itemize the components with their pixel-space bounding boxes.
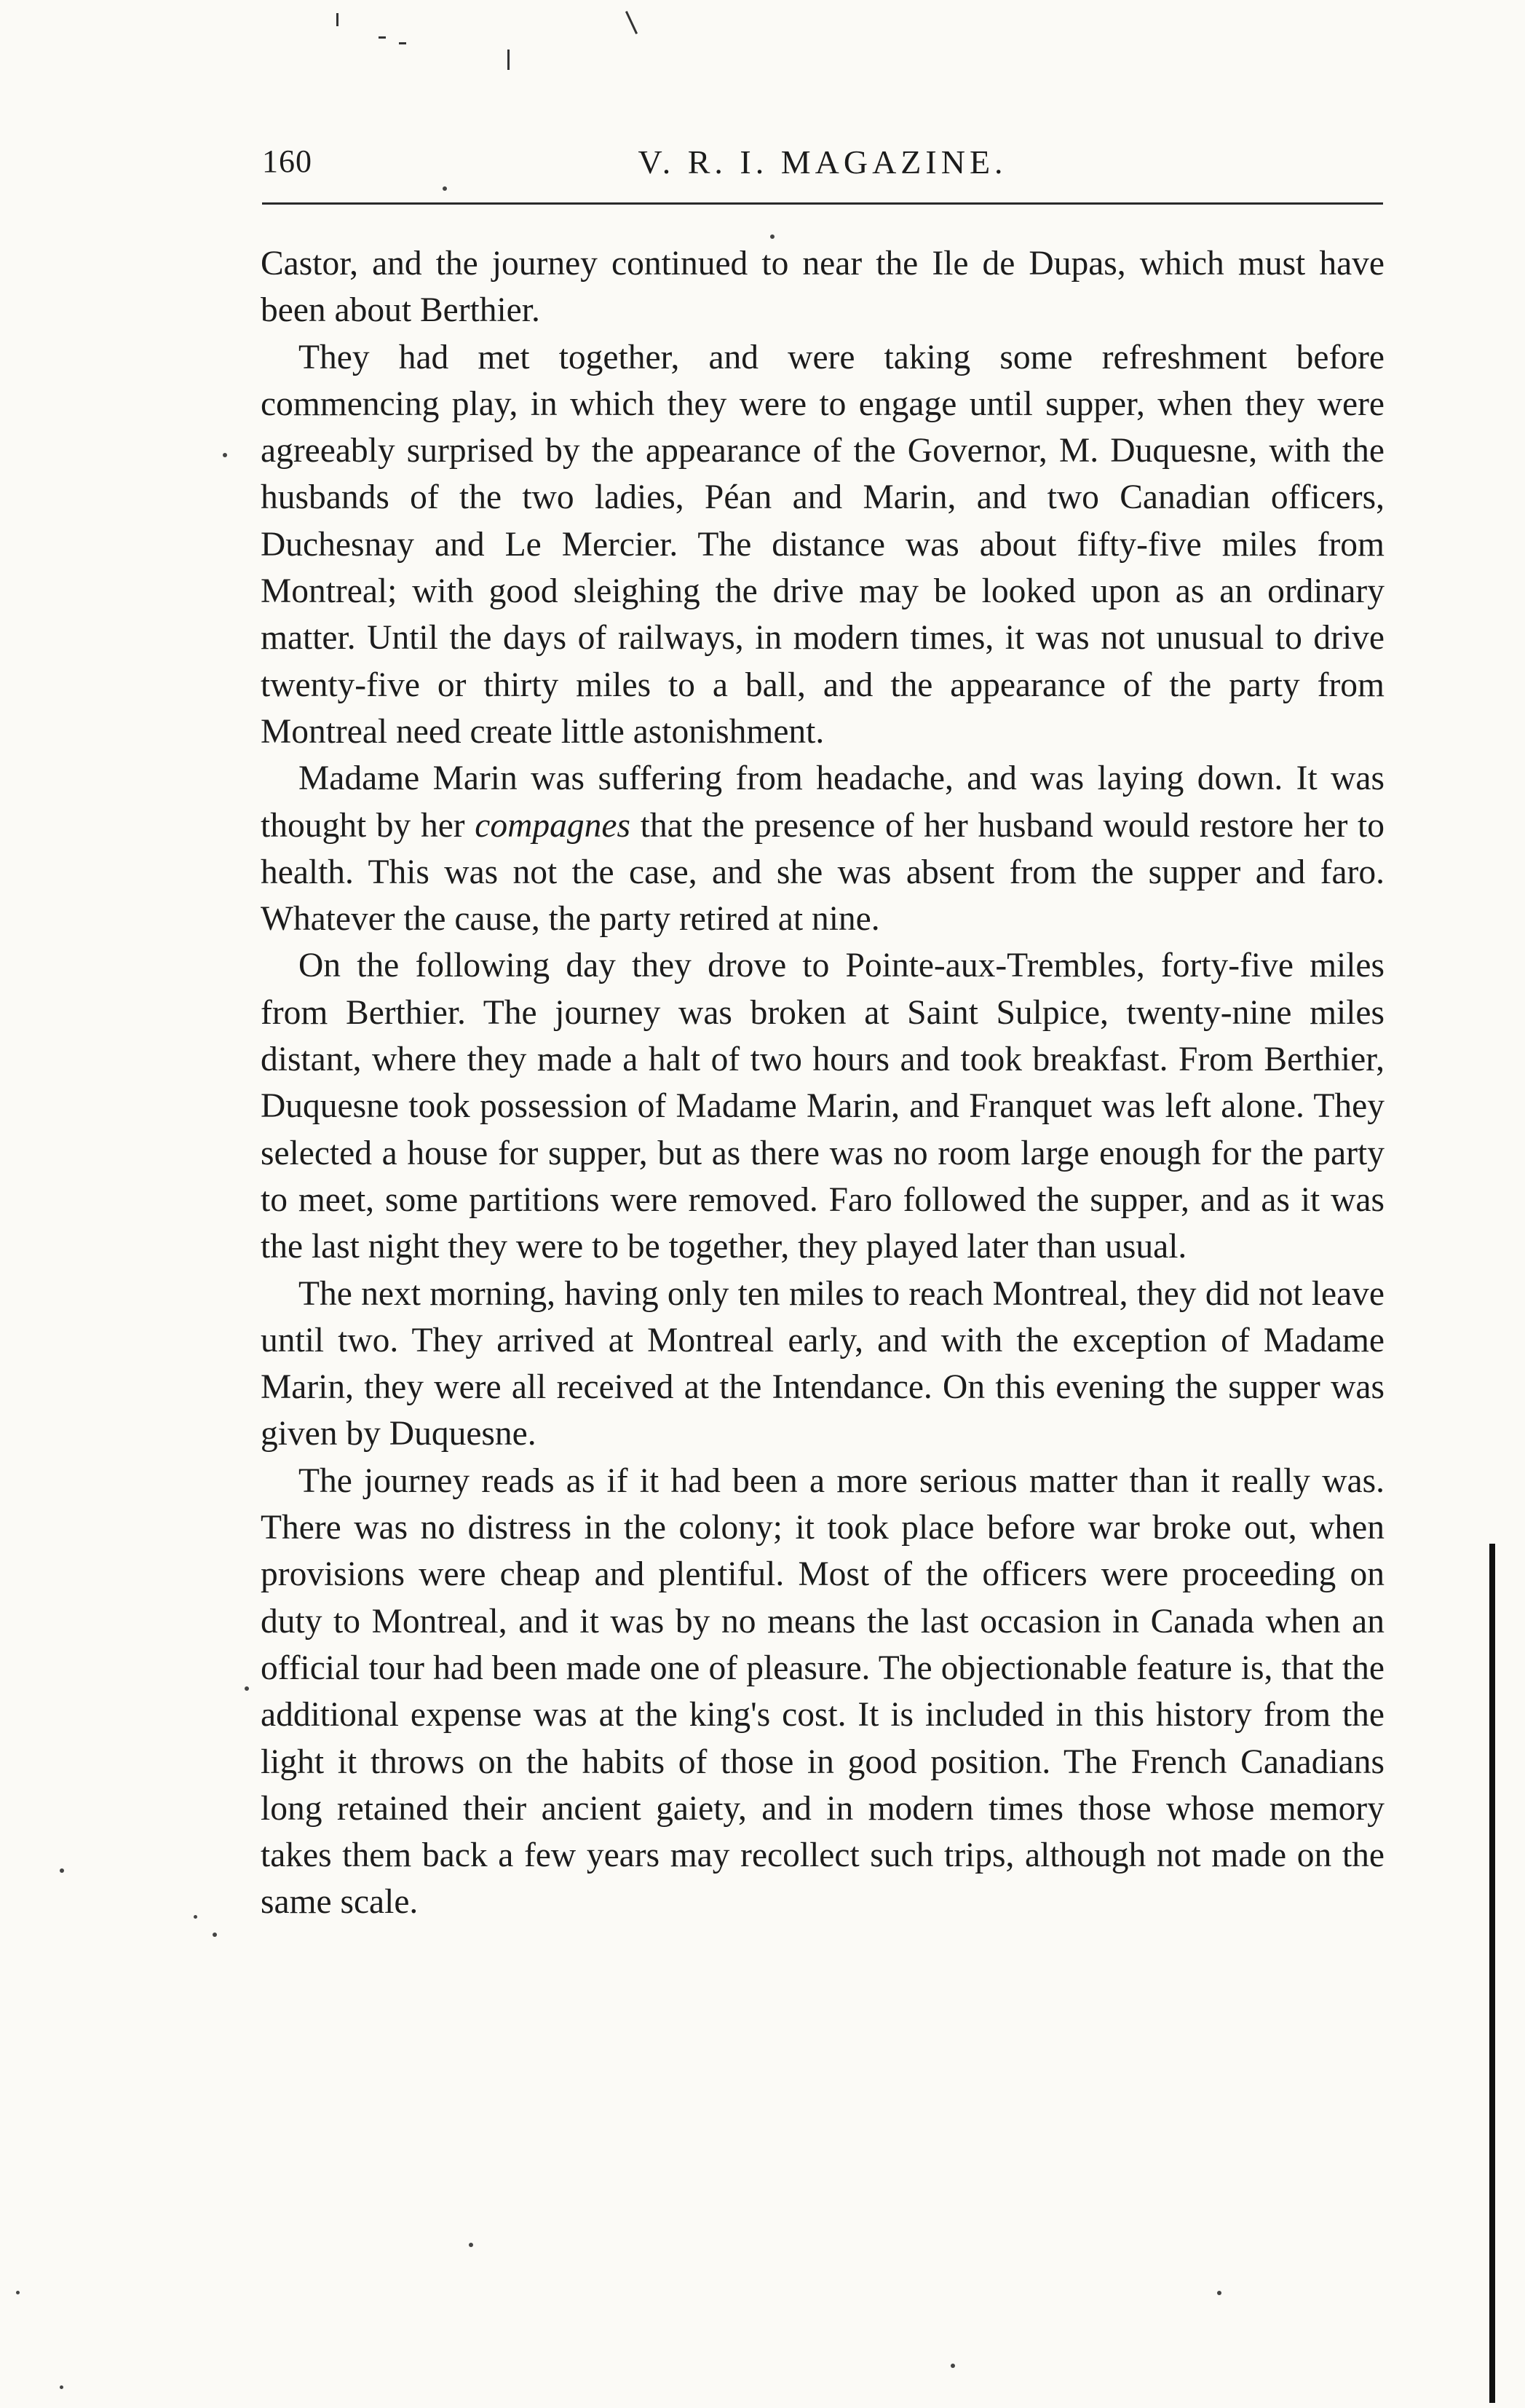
page-number: 160 bbox=[262, 143, 312, 179]
scan-mark bbox=[336, 13, 338, 26]
scan-speck bbox=[60, 2385, 63, 2389]
header-rule bbox=[262, 202, 1383, 205]
scan-speck bbox=[213, 1933, 217, 1937]
paragraph: Castor, and the journey continued to near the Ile de Dupas, which must have been about Berthier. bbox=[261, 245, 1385, 330]
scan-mark bbox=[399, 42, 406, 44]
paragraph: The journey reads as if it had been a more serious matter than it really was. There was no distress in the colony; it took place before war broke out, when provisions were cheap and plentiful. Most of the officers were proceeding on duty to Montreal, and it was by no means the last occasion in Canada when an official tour had been made one of pleasure. The objectionable feature is, that the additional expense was at the king's cost. It is included in this history from the light it throws on the habits of those in good position. The French Canadians long retained their ancient gaiety, and in modern times those whose memory takes them back a few years may recollect such trips, although not made on the same scale. bbox=[261, 1461, 1385, 1922]
paragraph bbox=[261, 755, 1385, 942]
scan-speck bbox=[951, 2364, 955, 2368]
scan-speck bbox=[60, 1868, 64, 1873]
scan-speck bbox=[770, 234, 775, 239]
scan-speck bbox=[245, 1686, 249, 1691]
paragraph: The next morning, having only ten miles to reach Montreal, they did not leave until two. They arrived at Montreal early, and with the exception of Madame Marin, they were all received at the Intendance. On this evening the supper was given by Duquesne. bbox=[261, 1274, 1385, 1453]
scan-mark bbox=[507, 50, 510, 70]
scan-mark bbox=[379, 36, 386, 39]
article-body bbox=[261, 240, 1385, 1926]
running-head: V. R. I. MAGAZINE. bbox=[638, 143, 1007, 181]
paragraph-text: Madame Marin was suffering from headache, and was laying down. It was thought by her bbox=[261, 759, 1385, 845]
scan-speck bbox=[194, 1915, 197, 1919]
scan-speck bbox=[443, 186, 447, 191]
scan-mark bbox=[625, 11, 638, 34]
paragraph: On the following day they drove to Pointe-aux-Trembles, forty-five miles from Berthier. The journey was broken at Saint Sulpice, twenty-nine miles distant, where they made a halt of two hours and took breakfast. From Berthier, Duquesne took possession of Madame Marin, and Franquet was left alone. They selected a house for supper, but as there was no room large enough for the party to meet, some partitions were removed. Faro followed the supper, and as it was the last night they were to be together, they played later than usual. bbox=[261, 947, 1385, 1266]
paragraph-text: that the presence of her husband would restore her to health. This was not the case, and she was absent from the supper and faro. Whatever the cause, the party retired at nine. bbox=[261, 806, 1385, 939]
scan-speck bbox=[223, 453, 227, 457]
scan-speck bbox=[1217, 2291, 1221, 2295]
scan-speck bbox=[469, 2243, 473, 2247]
page-header bbox=[262, 143, 1383, 194]
scan-speck bbox=[16, 2291, 20, 2294]
italic-word: compagnes bbox=[475, 806, 630, 845]
paragraph: They had met together, and were taking some refreshment before commencing play, in which they were to engage until supper, when they were agreeably surprised by the appearance of the Governor, M. Duquesne, with the husbands of the two ladies, Péan and Marin, and two Canadian officers, Duchesnay and Le Mercier. The distance was about fifty-five miles from Montreal; with good sleighing the drive may be looked upon as an ordinary matter. Until the days of railways, in modern times, it was not unusual to drive twenty-five or thirty miles to a ball, and the appearance of the party from Montreal need create little astonishment. bbox=[261, 338, 1385, 751]
binding-edge bbox=[1489, 1544, 1495, 2403]
